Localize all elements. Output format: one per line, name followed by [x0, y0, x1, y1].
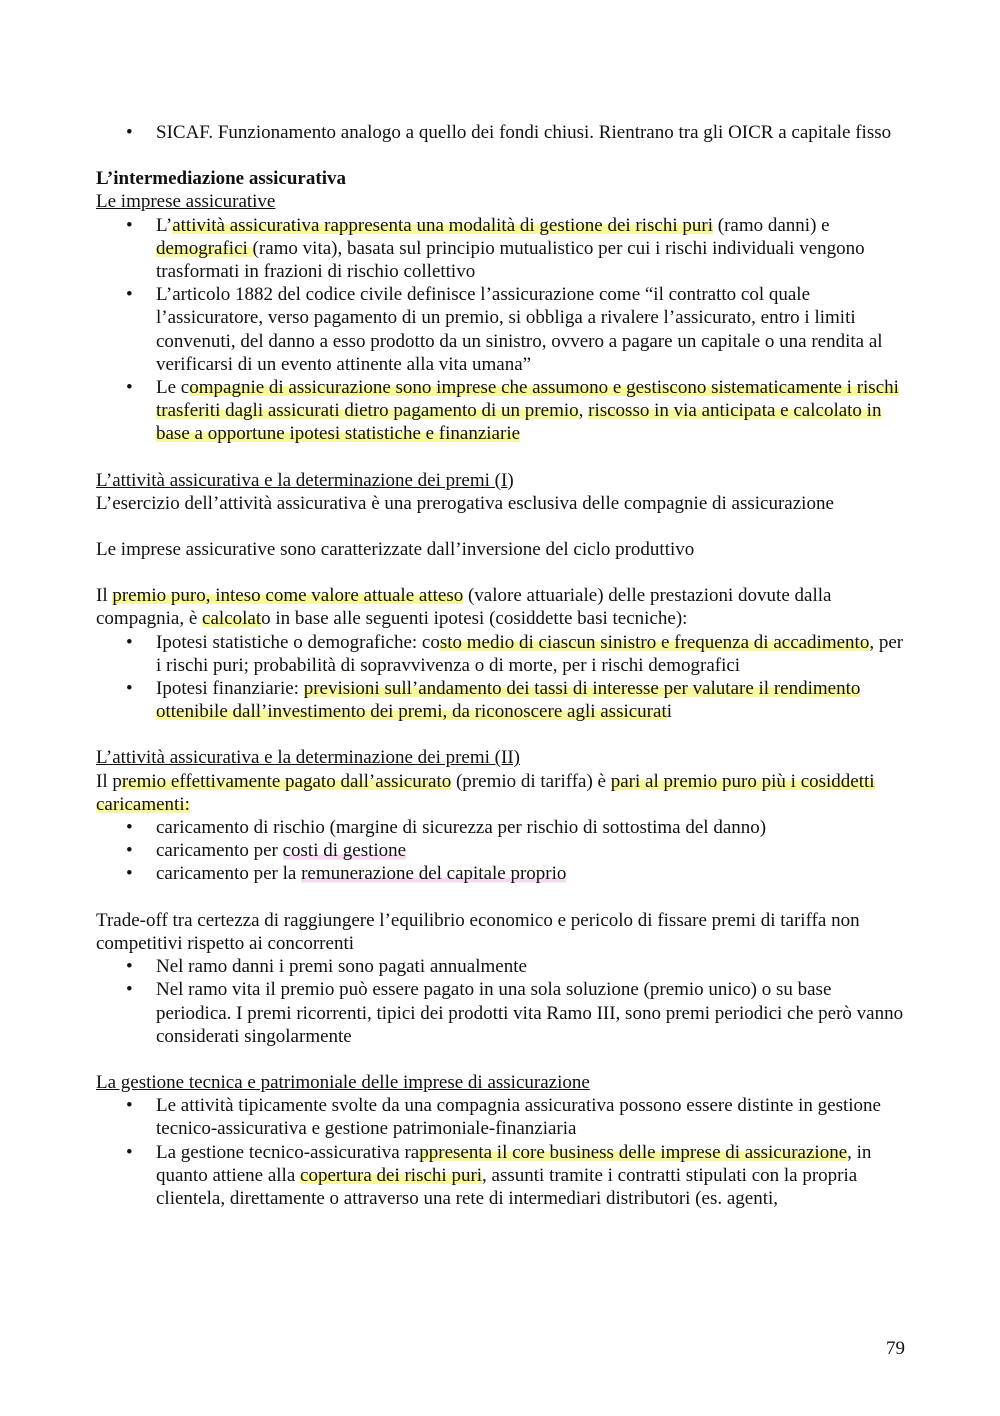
page-content [96, 121, 908, 1210]
highlight: remunerazione del capitale proprio [301, 863, 567, 885]
list-item: • Nel ramo danni i premi sono pagati annualmente [96, 955, 908, 978]
list-item: • Ipotesi finanziarie: previsioni sull’andamento dei tassi di interesse per valutare il rendimento ottenibile dall’investimento dei premi, da riconoscere agli assicurati [96, 677, 908, 723]
bullet-list [96, 955, 908, 1048]
highlight: pari al premio puro più i cosiddetti caricamenti: [96, 770, 875, 815]
section-title: L’intermediazione assicurativa [96, 168, 346, 190]
paragraph: Trade-off tra certezza di raggiungere l’equilibrio economico e pericolo di fissare premi di tariffa non competitivi rispetto ai concorrenti [96, 909, 860, 954]
list-item: • SICAF. Funzionamento analogo a quello dei fondi chiusi. Rientrano tra gli OICR a capitale fisso [96, 121, 908, 144]
list-item: • L’attività assicurativa rappresenta una modalità di gestione dei rischi puri (ramo danni) e demografici (ramo vita), basata sul principio mutualistico per cui i rischi individuali vengono trasformati in frazioni di rischio collettivo [96, 214, 908, 284]
highlight: calcolat [202, 608, 262, 630]
paragraph: L’esercizio dell’attività assicurativa è una prerogativa esclusiva delle compagnie di assicurazione [96, 492, 834, 514]
paragraph: Il premio puro, inteso come valore attuale atteso (valore attuariale) delle prestazioni dovute dalla compagnia, è calcolato in base alle seguenti ipotesi (cosiddette basi tecniche): [96, 585, 832, 630]
highlight: riscosso in via anticipata e calcolato in base a opportune ipotesi statistiche e finanziarie [156, 400, 882, 445]
bullet-list [96, 121, 908, 144]
highlight: demografici [156, 237, 253, 259]
subsection-title: L’attività assicurativa e la determinazione dei premi (II) [96, 747, 520, 769]
highlight: ppresenta il core business delle imprese di assicurazione [419, 1141, 848, 1163]
list-item: • Le compagnie di assicurazione sono imprese che assumono e gestiscono sistematicamente i rischi trasferiti dagli assicurati dietro pagamento di un premio, riscosso in via anticipata e calcolato in base a opportune ipotesi statistiche e finanziarie [96, 376, 908, 446]
bullet-list [96, 1094, 908, 1210]
highlight: ompagnie di assicurazione sono imprese che assumono e gestiscono sistematicamente i rischi trasferiti dagli assicurati dietro pagamento di un premio [156, 377, 899, 422]
subsection-title: La gestione tecnica e patrimoniale delle imprese di assicurazione [96, 1071, 590, 1093]
list-item: • L’articolo 1882 del codice civile definisce l’assicurazione come “il contratto col quale l’assicuratore, verso pagamento di un premio, si obbliga a rivalere l’assicurato, entro i limiti convenuti, del danno a esso prodotto da un sinistro, ovvero a pagare un capitale o una rendita al verificarsi di un evento attinente alla vita umana” [96, 283, 908, 376]
highlight: sto medio di ciascun sinistro e frequenza di accadimento [439, 631, 870, 653]
bullet-list [96, 214, 908, 446]
highlight: premio puro, inteso come valore attuale atteso [112, 585, 464, 607]
highlight: copertura dei rischi puri [300, 1164, 483, 1186]
list-item: • Nel ramo vita il premio può essere pagato in una sola soluzione (premio unico) o su base periodica. I premi ricorrenti, tipici dei prodotti vita Ramo III, sono premi periodici che però vanno considerati singolarmente [96, 978, 908, 1048]
paragraph: Il premio effettivamente pagato dall’assicurato (premio di tariffa) è pari al premio puro più i cosiddetti caricamenti: [96, 770, 875, 815]
highlight: attività assicurativa rappresenta una modalità di gestione dei rischi puri [172, 214, 713, 236]
list-item: • caricamento per la remunerazione del capitale proprio [96, 862, 908, 885]
highlight: remio effettivamente pagato dall’assicurato [121, 770, 452, 792]
page-number: 79 [886, 1338, 905, 1359]
highlight: previsioni sull’andamento dei tassi di interesse per valutare il rendimento ottenibile dall’investimento dei premi, da riconoscere agli assicurat [156, 678, 861, 723]
subsection-title: Le imprese assicurative [96, 191, 276, 213]
list-item: • caricamento di rischio (margine di sicurezza per rischio di sottostima del danno) [96, 816, 908, 839]
list-item: • caricamento per costi di gestione [96, 839, 908, 862]
subsection-title: L’attività assicurativa e la determinazione dei premi (I) [96, 469, 514, 491]
bullet-list [96, 631, 908, 724]
list-item: • La gestione tecnico-assicurativa rappresenta il core business delle imprese di assicurazione, in quanto attiene alla copertura dei rischi puri, assunti tramite i contratti stipulati con la propria clientela, direttamente o attraverso una rete di intermediari distributori (es. agenti, [96, 1141, 908, 1211]
list-item: • Ipotesi statistiche o demografiche: costo medio di ciascun sinistro e frequenza di accadimento, per i rischi puri; probabilità di sopravvivenza o di morte, per i rischi demografici [96, 631, 908, 677]
list-item: • Le attività tipicamente svolte da una compagnia assicurativa possono essere distinte in gestione tecnico-assicurativa e gestione patrimoniale-finanziaria [96, 1094, 908, 1140]
bullet-list [96, 816, 908, 886]
highlight: costi di gestione [282, 840, 407, 862]
paragraph: Le imprese assicurative sono caratterizzate dall’inversione del ciclo produttivo [96, 539, 695, 561]
